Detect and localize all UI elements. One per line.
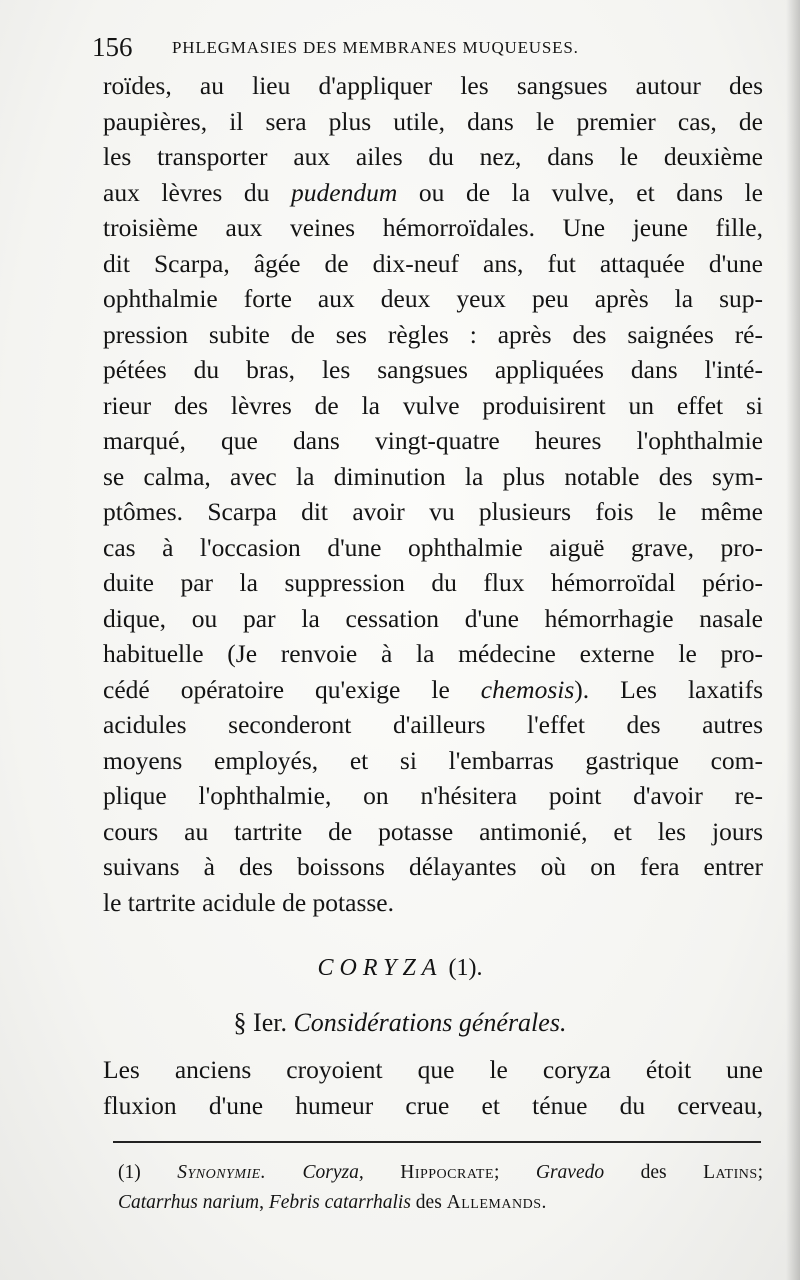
text-segment: dit Scarpa, âgée de dix-neuf ans, fut attaquée d'une: [103, 248, 763, 278]
footnote-synonymie: Synonymie.: [177, 1162, 267, 1183]
text-line: [103, 849, 763, 885]
subsection-title-text: Considérations générales.: [293, 1008, 567, 1037]
text-segment: roïdes, au lieu d'appliquer les sangsues autour des: [103, 71, 763, 100]
text-segment: cédé opératoire qu'exige le: [103, 674, 481, 704]
text-line: [103, 104, 763, 140]
section-title-name: CORYZA: [317, 955, 443, 981]
text-segment: troisième aux veines hémorroïdales. Une jeune fille,: [103, 213, 763, 242]
subsection-label: § Ier.: [233, 1008, 287, 1037]
text-segment: ). Les laxatifs: [574, 674, 764, 704]
page-edge-shadow: [786, 0, 800, 1280]
text-line: [103, 459, 763, 495]
footnote-semicolon: ;: [757, 1162, 764, 1183]
footnote-gravedo: Gravedo: [535, 1162, 605, 1183]
footnote-febris: Febris catarrhalis: [268, 1192, 411, 1213]
text-segment: ou de la vulve, et dans le: [397, 177, 763, 207]
text-line: [103, 175, 763, 211]
footnote-line: [118, 1188, 763, 1218]
footnote-coryza: Coryza,: [302, 1162, 364, 1183]
text-line: [103, 672, 763, 708]
footnote-marker: (1): [118, 1162, 141, 1183]
text-segment: dique, ou par la cessation d'une hémorrhagie nasale: [103, 603, 763, 633]
section-title-coryza: [0, 955, 800, 982]
text-segment: moyens employés, et si l'embarras gastrique com-: [103, 745, 763, 775]
subsection-title: [0, 1008, 800, 1038]
text-line: [103, 636, 763, 672]
text-line: [103, 601, 763, 637]
text-line: [103, 885, 763, 921]
text-segment: habituelle (Je renvoie à la médecine externe le pro-: [103, 639, 763, 668]
footnote-des: des: [640, 1162, 667, 1183]
text-line: [103, 317, 763, 353]
text-line: fluxion d'une humeur crue et ténue du cerveau,: [103, 1090, 763, 1120]
section-note-ref: (1).: [448, 955, 483, 981]
text-line: [103, 68, 763, 104]
footnote-des: des: [415, 1192, 442, 1213]
footnote: [118, 1158, 763, 1218]
footnote-rule: [113, 1141, 761, 1143]
footnote-hippocrate: Hippocrate: [400, 1162, 494, 1183]
text-line: Les anciens croyoient que le coryza étoit une: [103, 1055, 763, 1084]
text-line: [103, 388, 763, 424]
page-header: [92, 32, 692, 66]
text-segment: le tartrite acidule de potasse.: [103, 887, 394, 917]
page-number: 156: [92, 32, 133, 62]
footnote-comma: ,: [259, 1192, 264, 1213]
text-segment: aux lèvres du: [103, 177, 292, 207]
text-segment: plique l'ophthalmie, on n'hésitera point d'avoir re-: [103, 781, 763, 810]
running-head: PHLEGMASIES DES MEMBRANES MUQUEUSES.: [172, 38, 579, 57]
italic-term: pudendum: [291, 177, 398, 207]
text-line: [103, 743, 763, 779]
text-line: [103, 423, 763, 459]
text-line: [103, 210, 763, 246]
footnote-line: [118, 1158, 763, 1188]
footnote-catarrhus: Catarrhus narium: [118, 1192, 260, 1213]
text-line: [103, 352, 763, 388]
italic-term: chemosis: [480, 674, 575, 704]
text-segment: rieur des lèvres de la vulve produisirent un effet si: [103, 390, 763, 420]
footnote-semicolon: ;: [494, 1162, 500, 1183]
text-segment: se calma, avec la diminution la plus notable des sym-: [103, 461, 763, 491]
text-line: [103, 530, 763, 566]
text-segment: pétées du bras, les sangsues appliquées dans l'inté-: [103, 355, 763, 384]
text-line: [103, 139, 763, 175]
footnote-allemands: Allemands.: [446, 1192, 547, 1213]
text-segment: cas à l'occasion d'une ophthalmie aiguë grave, pro-: [103, 532, 763, 562]
text-segment: acidules seconderont d'ailleurs l'effet des autres: [103, 710, 763, 739]
text-segment: suivans à des boissons délayantes où on fera entrer: [103, 852, 763, 881]
text-segment: cours au tartrite de potasse antimonié, et les jours: [103, 816, 763, 846]
text-segment: marqué, que dans vingt-quatre heures l'ophthalmie: [103, 426, 763, 455]
text-line: [103, 814, 763, 850]
text-line: [103, 494, 763, 530]
text-segment: les transporter aux ailes du nez, dans le deuxième: [103, 142, 763, 171]
text-line: [103, 281, 763, 317]
text-line: [103, 246, 763, 282]
text-segment: pression subite de ses règles : après des saignées ré-: [103, 319, 763, 349]
text-line: [103, 565, 763, 601]
text-segment: paupières, il sera plus utile, dans le premier cas, de: [103, 106, 763, 136]
text-segment: ptômes. Scarpa dit avoir vu plusieurs fois le même: [103, 497, 763, 526]
footnote-latins: Latins: [703, 1162, 758, 1183]
text-segment: duite par la suppression du flux hémorroïdal pério-: [103, 568, 763, 597]
text-line: [103, 778, 763, 814]
paragraph-scarpa: [103, 68, 763, 920]
text-segment: ophthalmie forte aux deux yeux peu après la sup-: [103, 284, 763, 313]
text-line: [103, 707, 763, 743]
paragraph-anciens: [103, 1052, 763, 1123]
